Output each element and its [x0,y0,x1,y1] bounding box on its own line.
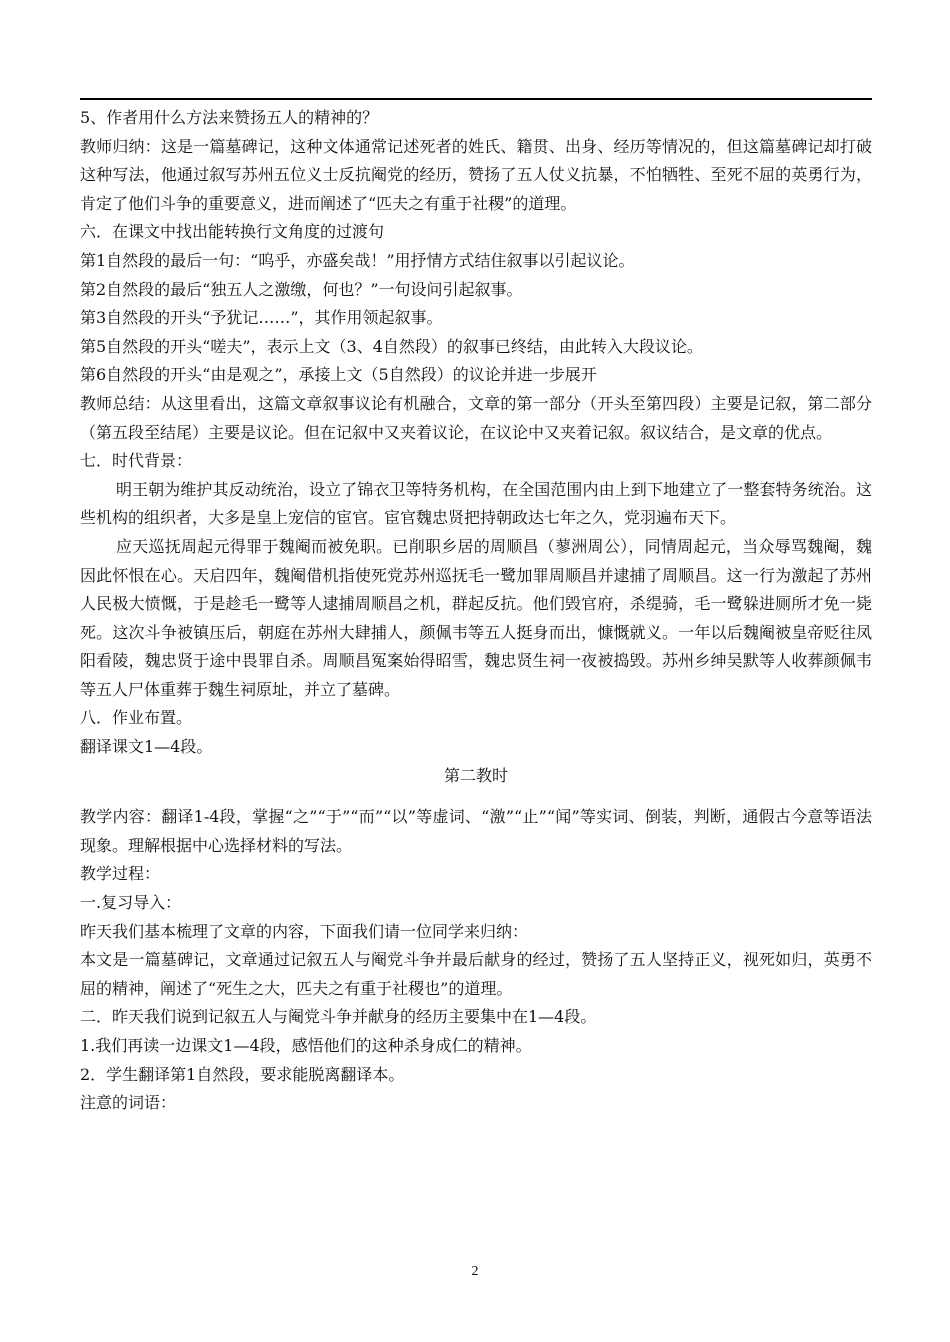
vocabulary-heading: 注意的词语： [80,1093,177,1113]
section-6-heading: 六．在课文中找出能转换行文角度的过渡句 [80,222,385,242]
teaching-content-paragraph: 教学内容：翻译1-4段，掌握“之”“于”“而”“以”等虚词、“激”“止”“闻”等实词、倒装，判断，通假古今意等语法现象。理解根据中心选择材料的写法。 [80,807,872,855]
transition-item-1: 第1自然段的最后一句：“呜乎，亦盛矣哉！”用抒情方式结住叙事以引起议论。 [80,250,635,270]
transition-item-6: 第6自然段的开头“由是观之”，承接上文（5自然段）的议论并进一步展开 [80,365,597,385]
page-number: 2 [471,1264,479,1279]
question-5: 5、作者用什么方法来赞扬五人的精神的？ [80,108,379,127]
step-2-line: 2．学生翻译第1自然段，要求能脱离翻译本。 [80,1064,405,1084]
review-intro-heading: 一.复习导入： [80,893,182,913]
section-8-heading: 八．作业布置。 [80,708,193,728]
summary-paragraph: 本文是一篇墓碑记，文章通过记叙五人与阉党斗争并最后献身的经过，赞扬了五人坚持正义，视死如归，英勇不屈的精神，阐述了“死生之大，匹夫之有重于社稷也”的道理。 [80,950,872,998]
teacher-conclusion-paragraph: 教师总结：从这里看出，这篇文章叙事议论有机融合，文章的第一部分（开头至第四段）主要是记叙，第二部分（第五段至结尾）主要是议论。但在记叙中又夹着议论，在议论中又夹着记叙。叙议结合，是文章的优点。 [80,393,872,442]
part-2-heading: 二．昨天我们说到记叙五人与阉党斗争并献身的经历主要集中在1—4段。 [80,1007,597,1027]
homework-line: 翻译课文1—4段。 [80,737,213,757]
background-paragraph-2: 应天巡抚周起元得罪于魏阉而被免职。已削职乡居的周顺昌（蓼洲周公），同情周起元，当众辱骂魏阉，魏因此怀恨在心。天启四年，魏阉借机指使死党苏州巡抚毛一鹭加罪周顺昌并逮捕了周顺昌。这一行为激起了苏州人民极大愤慨，于是趁毛一鹭等人逮捕周顺昌之机，群起反抗。他们毁官府，杀缇骑，毛一鹭躲进厕所才免一毙死。这次斗争被镇压后，朝庭在苏州大肆捕人，颜佩韦等五人挺身而出，慷慨就义。一年以后魏阉被皇帝贬往凤阳看陵，魏忠贤于途中畏罪自杀。周顺昌冤案始得昭雪，魏忠贤生祠一夜被捣毁。苏州乡绅吴默等人收葬颜佩韦等五人尸体重葬于魏生祠原址，并立了墓碑。 [80,536,872,699]
teacher-summary-paragraph: 教师归纳：这是一篇墓碑记，这种文体通常记述死者的姓氏、籍贯、出身、经历等情况的，但这篇墓碑记却打破这种写法，他通过叙写苏州五位义士反抗阉党的经历，赞扬了五人仗义抗暴，不怕牺牲、至死不屈的英勇行为，肯定了他们斗争的重要意义，进而阐述了“匹夫之有重于社稷”的道理。 [80,136,872,213]
step-1-line: 1.我们再读一边课文1—4段，感悟他们的这种杀身成仁的精神。 [80,1036,532,1055]
review-intro-line: 昨天我们基本梳理了文章的内容，下面我们请一位同学来归纳： [80,921,529,941]
teaching-process-heading: 教学过程： [80,864,161,884]
section-7-heading: 七．时代背景： [80,451,193,471]
background-paragraph-1: 明王朝为维护其反动统治，设立了锦衣卫等特务机构，在全国范围内由上到下地建立了一整套特务统治。这些机构的组织者，大多是皇上宠信的宦官。宦官魏忠贤把持朝政达七年之久，党羽遍布天下。 [80,479,872,528]
transition-item-2: 第2自然段的最后“独五人之激缴，何也？”一句设问引起叙事。 [80,279,523,299]
lesson-2-title: 第二教时 [443,765,508,785]
transition-item-3: 第3自然段的开头“予犹记……”，其作用领起叙事。 [80,308,443,328]
document-body [80,104,872,1118]
transition-item-5: 第5自然段的开头“嗟夫”，表示上文（3、4自然段）的叙事已终结，由此转入大段议论。 [80,336,703,356]
header-rule [80,98,872,100]
